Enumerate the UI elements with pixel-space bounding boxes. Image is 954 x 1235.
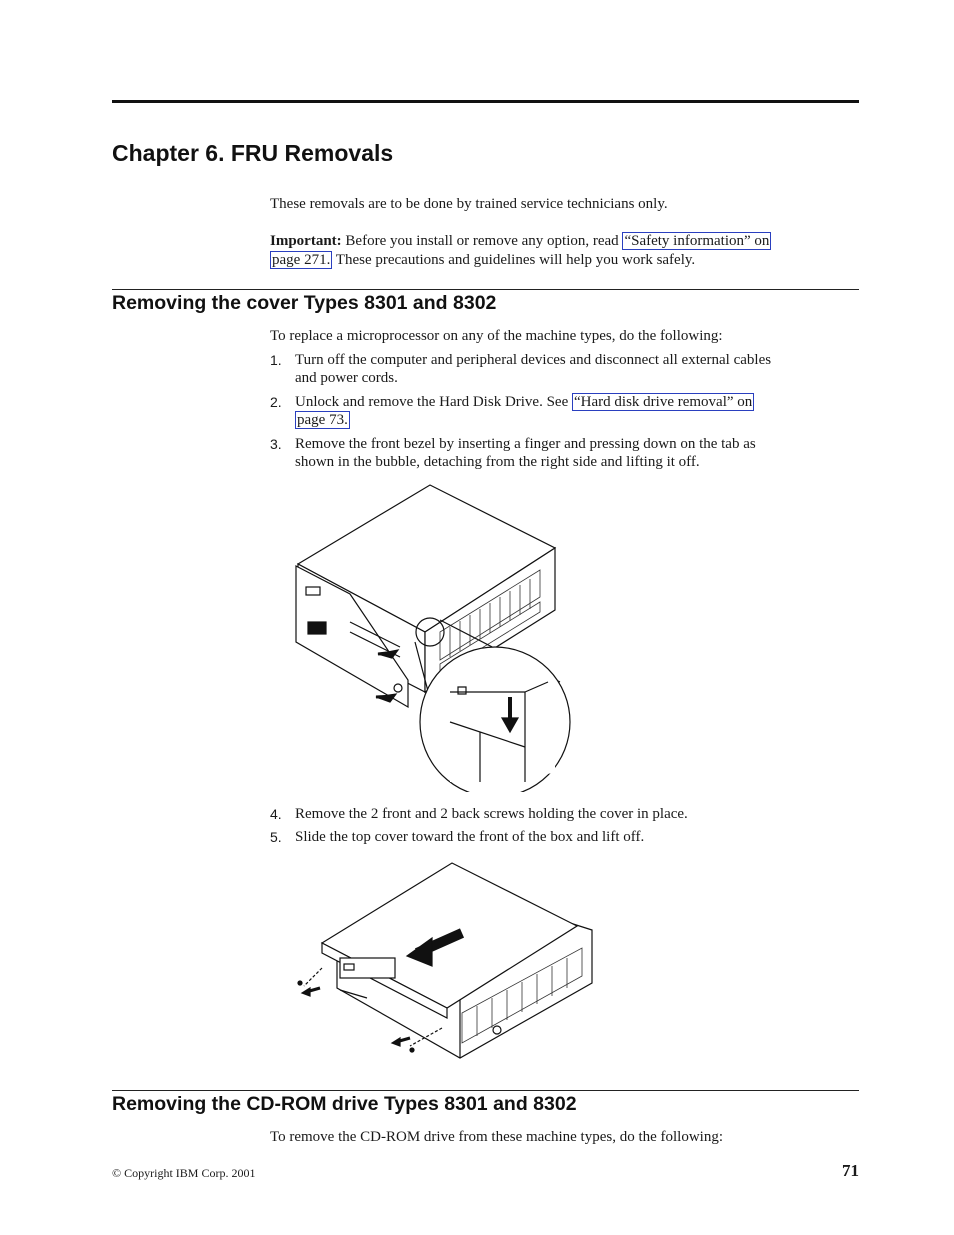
- safety-info-link[interactable]: “Safety information” on: [624, 233, 770, 249]
- important-text-after: These precautions and guidelines will help you work safely.: [332, 252, 696, 268]
- page-number: 71: [842, 1161, 859, 1180]
- bezel-removal-illustration: [290, 482, 580, 792]
- hdd-removal-link[interactable]: “Hard disk drive removal” on: [574, 394, 753, 410]
- list-item: [270, 351, 860, 391]
- step-text: Remove the front bezel by inserting a finger and pressing down on the tab as shown in the bubble, detaching from the right side and lifting it off.: [295, 436, 756, 470]
- list-item: [270, 828, 860, 848]
- section2-intro: To remove the CD-ROM drive from these machine types, do the following:: [270, 1129, 724, 1145]
- step-number: 1.: [270, 352, 282, 368]
- step-text: Remove the 2 front and 2 back screws holding the cover in place.: [295, 806, 688, 822]
- section2-rule: [112, 1090, 859, 1091]
- top-rule: [112, 100, 859, 103]
- step-number: 3.: [270, 436, 282, 452]
- list-item: [270, 435, 860, 475]
- hdd-removal-link-page[interactable]: page 73.: [297, 412, 348, 428]
- intro-text: These removals are to be done by trained service technicians only.: [270, 196, 668, 212]
- important-label: Important:: [270, 233, 342, 249]
- step-text: Unlock and remove the Hard Disk Drive. See “Hard disk drive removal” on page 73.: [295, 394, 753, 428]
- list-item: [270, 805, 860, 825]
- copyright-text: © Copyright IBM Corp. 2001: [112, 1166, 256, 1180]
- important-text: Before you install or remove any option, read: [341, 233, 623, 249]
- cover-removal-illustration: [292, 858, 602, 1068]
- step-number: 5.: [270, 829, 282, 845]
- section1-intro: To replace a microprocessor on any of the machine types, do the following:: [270, 328, 723, 344]
- step-text: Slide the top cover toward the front of the box and lift off.: [295, 829, 645, 845]
- step-number: 4.: [270, 806, 282, 822]
- section1-rule: [112, 289, 859, 290]
- step-text: Turn off the computer and peripheral devices and disconnect all external cables and power cords.: [295, 352, 772, 386]
- list-item: [270, 393, 860, 433]
- safety-info-link-page[interactable]: page 271.: [272, 252, 331, 268]
- section2-title: Removing the CD-ROM drive Types 8301 and 8302: [112, 1093, 577, 1115]
- chapter-title: Chapter 6. FRU Removals: [112, 140, 394, 166]
- section1-title: Removing the cover Types 8301 and 8302: [112, 292, 497, 314]
- important-note: [270, 232, 860, 270]
- step-number: 2.: [270, 394, 282, 410]
